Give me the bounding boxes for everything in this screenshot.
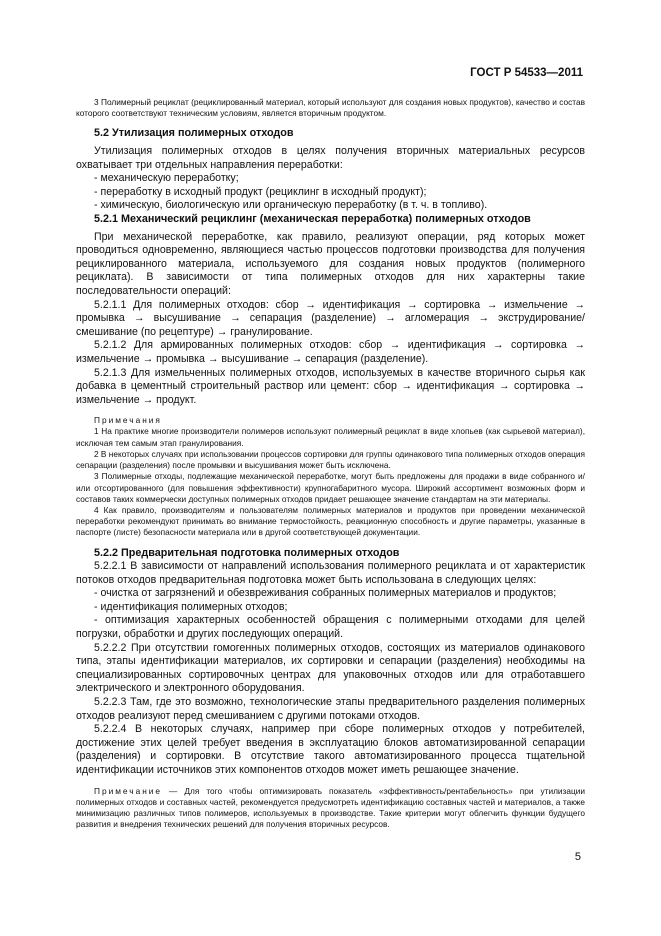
clause-5-2-2-1: 5.2.2.1 В зависимости от направлений использования полимерного рециклата и от характеристик потоков отходов предварительная подготовка может быть использована в следующих целях: — [76, 560, 585, 586]
top-note: 3 Полимерный рециклат (рециклированный материал, который используют для создания новых продуктов), качество и состав которого соответствуют техническим условиям, является вторичным продуктом. — [76, 97, 585, 119]
notes-title: Примечания — [94, 415, 162, 426]
list-item: - оптимизация характерных особенностей обращения с полимерными отходами для целей погрузки, обработки и других последующих операций. — [76, 614, 585, 641]
clause-5-2-2-2: 5.2.2.2 При отсутствии гомогенных полимерных отходов, состоящих из материалов одинакового типа, этапы идентификации материалов, их сортировки и сепарации (разделения) необходимы на специализированных сортировочных центрах для упаковочных отходов или для отработавшего электрического и электронного оборудования. — [76, 641, 585, 695]
section-5-2-1-paragraph: При механической переработке, как правило, реализуют операции, ряд которых может проводиться одновременно, являющиеся частью процессов подготовки производства для получения рециклированного материала, используемого для создания новых продуктов (полимерного рециклата). В зависимости от типа полимерных отходов для них характерны такие последовательности операций: — [76, 230, 585, 297]
clause-5-2-1-2: 5.2.1.2 Для армированных полимерных отходов: сбор → идентификация → сортировка → измельчение → промывка → высушивание → сепарация (разделение). — [76, 339, 585, 365]
section-5-2-2-title: 5.2.2 Предварительная подготовка полимерных отходов — [94, 546, 400, 559]
section-5-2-title: 5.2 Утилизация полимерных отходов — [94, 127, 294, 140]
clause-5-2-2-3: 5.2.2.3 Там, где это возможно, технологические этапы предварительного разделения полимерных отходов реализуют перед смешиванием с другими потоками отходов. — [76, 696, 585, 722]
list-item: - химическую, биологическую или органическую переработку (в т. ч. в топливо). — [94, 199, 488, 212]
list-item: - переработку в исходный продукт (рециклинг в исходный продукт); — [94, 185, 427, 198]
note-item: 1 На практике многие производители полимеров используют полимерный рециклат в виде хлопьев (как сырьевой материал), исключая тем самым этап гранулирования. — [76, 426, 585, 448]
section-5-2-1-title: 5.2.1 Механический рециклинг (механическая переработка) полимерных отходов — [94, 212, 531, 225]
note-item: 3 Полимерные отходы, подлежащие механической переработке, могут быть предложены для продажи в виде собранного и/или отсортированного (для повышения эффективности) крупногабаритного мусора. Широкий ассортимент возможных форм и составов таких коммерчески доступных полимерных отходов придает решающее значение стандартам на эти материалы. — [76, 471, 585, 504]
clause-5-2-1-1: 5.2.1.1 Для полимерных отходов: сбор → идентификация → сортировка → измельчение → промывка → высушивание → сепарация (разделение) → агломерация → экструдирование/смешивание (по рецептуре) → гранулирование. — [76, 298, 585, 338]
final-note — [76, 786, 585, 831]
note-item: 4 Как правило, производителям и пользователям полимерных материалов и продуктов при проведении механической переработки рекомендуют принимать во внимание термостойкость, реакционную способность и другие параметры, указанные в паспорте (листе) безопасности материала или в другой соответствующей документации. — [76, 504, 585, 538]
note-item: 2 В некоторых случаях при использовании процессов сортировки для группы одинакового типа полимерных отходов операция сепарации (разделения) после промывки и высушивания может быть исключена. — [76, 448, 585, 471]
list-item: - механическую переработку; — [94, 172, 239, 185]
page-content — [76, 97, 585, 830]
list-item: - очистка от загрязнений и обезвреживания собранных полимерных материалов и продуктов; — [94, 587, 557, 600]
final-note-text: — Для того чтобы оптимизировать показатель «эффективность/рентабельность» при утилизации полимерных отходов и составных частей, рекомендуется предусмотреть идентификацию составных частей и материалов, а также минимизацию различных типов полимеров, используемых в производстве. Такие критерии могут облегчить функции будущего развития и внедрения технических решений для получения вторичных ресурсов. — [76, 785, 585, 830]
list-item: - идентификация полимерных отходов; — [94, 600, 288, 613]
page-number: 5 — [574, 851, 581, 863]
section-5-2-intro: Утилизация полимерных отходов в целях получения вторичных материальных ресурсов охватывает три отдельных направления переработки: — [76, 145, 585, 171]
document-code: ГОСТ Р 54533—2011 — [470, 67, 583, 79]
final-note-label: Примечание — [94, 785, 163, 796]
clause-5-2-1-3: 5.2.1.3 Для измельченных полимерных отходов, используемых в качестве вторичного сырья как добавка в цементный строительный раствор или цемент: сбор → идентификация → сортировка → измельчение → продукт. — [76, 366, 585, 406]
clause-5-2-2-4: 5.2.2.4 В некоторых случаях, например при сборе полимерных отходов у потребителей, достижение этих целей требует введения в эксплуатацию блоков автоматизированной сепарации (разделения) и сортировки. В отсутствие такого автоматизированного процесса тщательной идентификации источников этих компонентов отходов может иметь решающее значение. — [76, 723, 585, 777]
